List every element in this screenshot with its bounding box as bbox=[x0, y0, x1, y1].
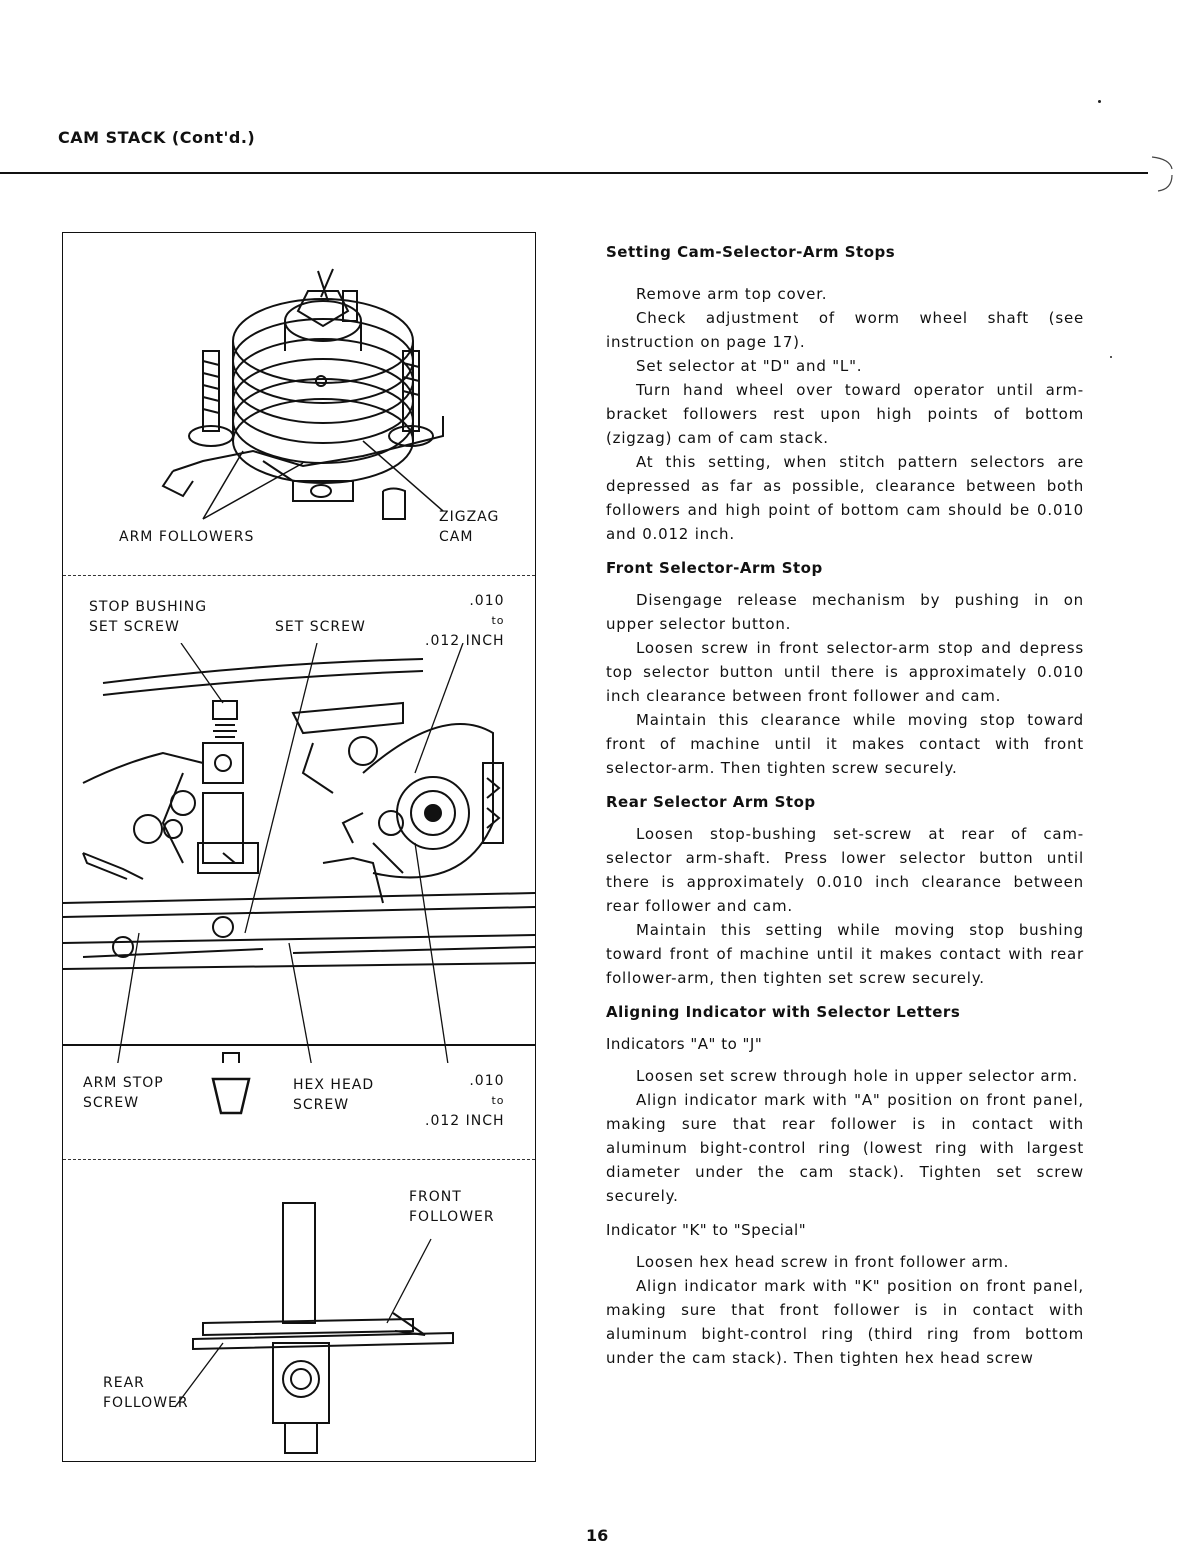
rear-stop-section bbox=[606, 822, 1084, 990]
label-stop-bushing-set-screw: STOP BUSHING SET SCREW bbox=[89, 599, 208, 635]
selector-arm-stop-illustration bbox=[63, 643, 535, 1063]
label-hex-head-screw: HEX HEAD SCREW bbox=[293, 1077, 375, 1113]
intro-step: Turn hand wheel over toward operator until arm-bracket followers rest upon high points of bottom (zigzag) cam of cam stack. bbox=[606, 381, 1084, 447]
label-rear-follower: REAR FOLLOWER bbox=[103, 1375, 189, 1411]
page-number: 16 bbox=[586, 1526, 609, 1545]
page-header-title: CAM STACK (Cont'd.) bbox=[58, 128, 256, 147]
intro-step: Check adjustment of worm wheel shaft (see instruction on page 17). bbox=[606, 309, 1084, 351]
front-stop-paragraph: Loosen screw in front selector-arm stop and depress top selector button until there is approximately 0.010 inch clearance between front follower and cam. bbox=[606, 639, 1084, 705]
figure-frame bbox=[62, 232, 536, 1462]
follower-illustration bbox=[163, 1193, 463, 1463]
front-stop-section bbox=[606, 588, 1084, 780]
intro-step: At this setting, when stitch pattern selectors are depressed as far as possible, clearance between both followers and high point of bottom cam should be 0.010 and 0.012 inch. bbox=[606, 453, 1084, 543]
front-stop-paragraph: Disengage release mechanism by pushing in on upper selector button. bbox=[606, 591, 1084, 633]
speck-mark bbox=[1110, 356, 1112, 358]
rear-stop-paragraph: Maintain this setting while moving stop bushing toward front of machine until it makes contact with rear follower-arm, then tighten set screw securely. bbox=[606, 921, 1084, 987]
aligning-heading: Aligning Indicator with Selector Letters bbox=[606, 1003, 961, 1021]
indicator-k-special-paragraph: Loosen hex head screw in front follower arm. bbox=[636, 1253, 1010, 1271]
label-arm-stop-screw: ARM STOP SCREW bbox=[83, 1075, 164, 1111]
cam-stack-illustration bbox=[143, 251, 523, 541]
speck-mark bbox=[1098, 100, 1101, 103]
panel-divider bbox=[63, 575, 535, 576]
label-zigzag-cam: ZIGZAG CAM bbox=[439, 509, 500, 545]
label-arm-followers: ARM FOLLOWERS bbox=[119, 529, 255, 545]
indicator-k-special-section bbox=[606, 1250, 1084, 1370]
arm-stop-screw-part bbox=[211, 1075, 251, 1115]
corner-mark bbox=[1150, 155, 1190, 195]
header-rule bbox=[0, 172, 1148, 174]
instructions-column bbox=[606, 240, 1084, 1380]
intro-section bbox=[606, 282, 1084, 546]
indicators-a-j-paragraph: Loosen set screw through hole in upper selector arm. bbox=[636, 1067, 1079, 1085]
label-clearance-top: .010 to .012 INCH bbox=[425, 593, 505, 649]
indicators-a-j-heading: Indicators "A" to "J" bbox=[606, 1035, 763, 1053]
rear-stop-paragraph: Loosen stop-bushing set-screw at rear of cam-selector arm-shaft. Press lower selector button until there is approximately 0.010 inch clearance between rear follower and cam. bbox=[606, 825, 1084, 915]
intro-step: Set selector at "D" and "L". bbox=[636, 357, 863, 375]
intro-step: Remove arm top cover. bbox=[636, 285, 828, 303]
indicator-k-special-heading: Indicator "K" to "Special" bbox=[606, 1221, 807, 1239]
rear-stop-heading: Rear Selector Arm Stop bbox=[606, 793, 816, 811]
indicator-k-special-paragraph: Align indicator mark with "K" position on front panel, making sure that front follower is in contact with aluminum bight-control ring (third ring from bottom under the cam stack). Then tighten hex head screw bbox=[606, 1277, 1084, 1367]
front-stop-heading: Front Selector-Arm Stop bbox=[606, 559, 823, 577]
label-clearance-bottom: .010 to .012 INCH bbox=[425, 1073, 505, 1129]
indicators-a-j-section bbox=[606, 1064, 1084, 1208]
front-stop-paragraph: Maintain this clearance while moving stop toward front of machine until it makes contact with front selector-arm. Then tighten screw securely. bbox=[606, 711, 1084, 777]
panel-divider bbox=[63, 1159, 535, 1160]
section-title: Setting Cam-Selector-Arm Stops bbox=[606, 243, 896, 261]
indicators-a-j-paragraph: Align indicator mark with "A" position on front panel, making sure that rear follower is in contact with aluminum bight-control ring (lowest ring with largest diameter under the cam stack). Tighten set screw securely. bbox=[606, 1091, 1084, 1205]
label-front-follower: FRONT FOLLOWER bbox=[409, 1189, 495, 1225]
label-set-screw: SET SCREW bbox=[275, 619, 366, 635]
